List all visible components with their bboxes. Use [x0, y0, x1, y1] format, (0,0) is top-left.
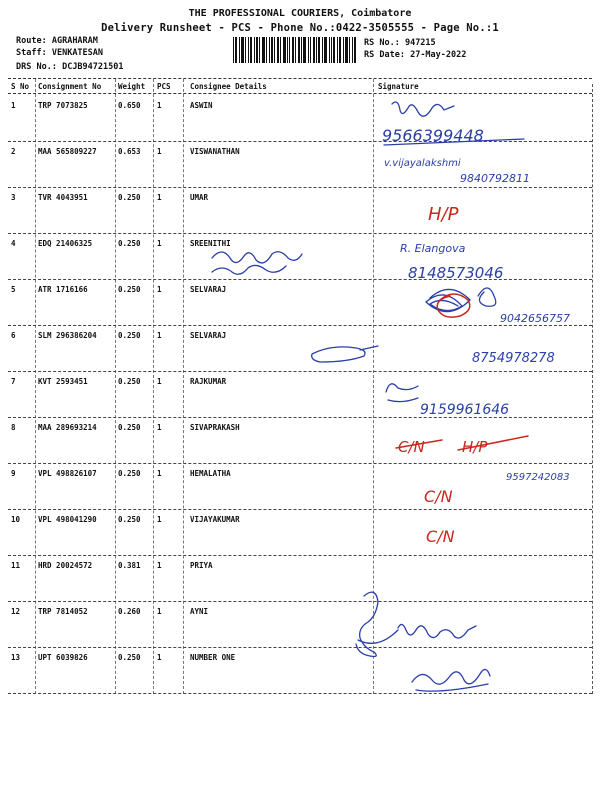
table-header-border [8, 93, 592, 94]
barcode-bar [298, 37, 300, 63]
rs-date-label: RS Date: [364, 50, 405, 60]
row-consignment: ATR 1716166 [38, 285, 88, 294]
barcode-bar [266, 37, 267, 63]
handwritten-text: v.vijayalakshmi [384, 158, 461, 169]
row-consignee: SIVAPRAKASH [190, 423, 240, 432]
row-consignment: HRD 20024572 [38, 561, 93, 570]
row-consignment: SLM 296386204 [38, 331, 97, 340]
barcode-bar [349, 37, 350, 63]
route-line [16, 36, 98, 46]
handwritten-text: 9597242083 [506, 472, 570, 483]
row-sno: 5 [11, 285, 16, 294]
table-row [0, 556, 600, 602]
table-row [0, 418, 600, 464]
barcode-bar [262, 37, 265, 63]
table-row [0, 234, 600, 280]
row-pcs: 1 [157, 607, 162, 616]
barcode-bar [289, 37, 290, 63]
row-consignee: RAJKUMAR [190, 377, 227, 386]
handwritten-text: C/N [426, 527, 455, 546]
row-sno: 6 [11, 331, 16, 340]
barcode-bar [269, 37, 270, 63]
handwritten-text: H/P [462, 438, 488, 456]
row-pcs: 1 [157, 423, 162, 432]
handwritten-text: 9042656757 [500, 312, 570, 325]
row-consignee: PRIYA [190, 561, 213, 570]
row-sno: 11 [11, 561, 21, 570]
row-pcs: 1 [157, 193, 162, 202]
row-sno: 12 [11, 607, 21, 616]
barcode-bar [248, 37, 249, 63]
row-consignment: VPL 498041290 [38, 515, 97, 524]
barcode-bar [324, 37, 327, 63]
route-label: Route: [16, 36, 47, 46]
barcode-bar [271, 37, 273, 63]
row-consignment: UPT 6039826 [38, 653, 88, 662]
document-title: THE PROFESSIONAL COURIERS, Coimbatore [188, 8, 412, 19]
row-weight: 0.250 [118, 285, 141, 294]
table-row [0, 372, 600, 418]
barcode-bar [292, 37, 294, 63]
barcode-bar [337, 37, 338, 63]
handwritten-text: 9840792811 [460, 172, 530, 185]
barcode-bar [239, 37, 240, 63]
document-subtitle: Delivery Runsheet - PCS - Phone No.:0422-3505555 - Page No.:1 [101, 22, 499, 34]
table-row [0, 188, 600, 234]
row-pcs: 1 [157, 561, 162, 570]
drs-line [16, 62, 124, 72]
row-weight: 0.250 [118, 515, 141, 524]
row-separator [8, 693, 592, 694]
row-pcs: 1 [157, 377, 162, 386]
row-sno: 8 [11, 423, 16, 432]
row-consignee: ASWIN [190, 101, 213, 110]
col-signature: Signature [378, 82, 419, 91]
row-sno: 1 [11, 101, 16, 110]
rs-date-line [364, 50, 466, 60]
row-weight: 0.653 [118, 147, 141, 156]
barcode-bar [313, 37, 315, 63]
barcode-bar [245, 37, 246, 63]
row-consignee: SREENITHI [190, 239, 231, 248]
handwritten-text: 8148573046 [408, 264, 504, 282]
barcode-bar [345, 37, 348, 63]
table-row [0, 648, 600, 694]
row-consignment: MAA 289693214 [38, 423, 97, 432]
row-pcs: 1 [157, 653, 162, 662]
barcode-bar [256, 37, 258, 63]
barcode-bar [277, 37, 279, 63]
row-pcs: 1 [157, 147, 162, 156]
row-consignee: SELVARAJ [190, 331, 227, 340]
barcode-bar [331, 37, 332, 63]
col-consignment: Consignment No [38, 82, 102, 91]
barcode-bar [322, 37, 323, 63]
barcode-bar [352, 37, 353, 63]
row-consignee: VISWANATHAN [190, 147, 240, 156]
row-weight: 0.650 [118, 101, 141, 110]
row-weight: 0.250 [118, 377, 141, 386]
row-weight: 0.250 [118, 469, 141, 478]
row-weight: 0.260 [118, 607, 141, 616]
row-sno: 3 [11, 193, 16, 202]
row-weight: 0.250 [118, 331, 141, 340]
drs-label: DRS No.: [16, 62, 57, 72]
barcode-bar [308, 37, 309, 63]
barcode-bar [333, 37, 335, 63]
row-pcs: 1 [157, 101, 162, 110]
row-sno: 13 [11, 653, 21, 662]
barcode-bar [354, 37, 356, 63]
barcode-bar [316, 37, 317, 63]
barcode-bar [287, 37, 288, 63]
row-sno: 9 [11, 469, 16, 478]
handwritten-text: 9566399448 [382, 126, 484, 145]
rs-no-value: 947215 [404, 38, 436, 48]
barcode-bar [235, 37, 237, 63]
barcode-bar [250, 37, 252, 63]
row-sno: 10 [11, 515, 21, 524]
barcode-bar [241, 37, 244, 63]
rs-no-line [364, 38, 436, 48]
drs-value: DCJB94721501 [62, 62, 124, 72]
row-consignee: NUMBER ONE [190, 653, 236, 662]
row-sno: 2 [11, 147, 16, 156]
row-consignee: HEMALATHA [190, 469, 231, 478]
table-header [0, 80, 600, 94]
row-consignment: VPL 498826107 [38, 469, 97, 478]
staff-value: VENKATESAN [51, 48, 104, 58]
staff-label: Staff: [16, 48, 47, 58]
row-consignment: TRP 7073825 [38, 101, 88, 110]
table-row [0, 602, 600, 648]
rs-no-label: RS No.: [364, 38, 400, 48]
row-consignee: VIJAYAKUMAR [190, 515, 240, 524]
table-row [0, 280, 600, 326]
row-weight: 0.250 [118, 239, 141, 248]
barcode-bar [274, 37, 275, 63]
row-consignment: EDQ 21406325 [38, 239, 93, 248]
barcode-bar [339, 37, 341, 63]
col-weight: Weight [118, 82, 146, 91]
route-value: AGRAHARAM [51, 36, 98, 46]
row-pcs: 1 [157, 515, 162, 524]
row-consignment: TVR 4043951 [38, 193, 88, 202]
table-top-border [8, 78, 592, 79]
barcode-bar [280, 37, 281, 63]
row-consignee: UMAR [190, 193, 209, 202]
barcode-bar [233, 37, 234, 63]
table-row [0, 510, 600, 556]
row-consignment: KVT 2593451 [38, 377, 88, 386]
rs-date-value: 27-May-2022 [410, 50, 467, 60]
col-sno: S No [11, 82, 30, 91]
barcode-bar [343, 37, 344, 63]
row-weight: 0.250 [118, 653, 141, 662]
staff-line [16, 48, 103, 58]
barcode-bar [254, 37, 255, 63]
table-row [0, 464, 600, 510]
barcode-bar [301, 37, 302, 63]
row-weight: 0.250 [118, 193, 141, 202]
row-sno: 7 [11, 377, 16, 386]
row-consignee: AYNI [190, 607, 209, 616]
handwritten-text: C/N [398, 438, 425, 456]
row-consignment: MAA 565809227 [38, 147, 97, 156]
row-weight: 0.381 [118, 561, 141, 570]
barcode-bar [310, 37, 311, 63]
col-consignee: Consignee Details [190, 82, 267, 91]
table-row [0, 326, 600, 372]
barcode [232, 37, 356, 63]
row-consignment: TRP 7814052 [38, 607, 88, 616]
col-pcs: PCS [157, 82, 171, 91]
row-sno: 4 [11, 239, 16, 248]
handwritten-text: H/P [428, 204, 459, 225]
barcode-bar [295, 37, 296, 63]
barcode-bar [318, 37, 320, 63]
handwritten-text: C/N [424, 487, 453, 506]
handwritten-text: R. Elangova [400, 242, 466, 255]
barcode-bar [283, 37, 286, 63]
table-row [0, 142, 600, 188]
barcode-bar [329, 37, 330, 63]
barcode-bar [303, 37, 306, 63]
handwritten-text: 9159961646 [420, 402, 510, 418]
table-row [0, 96, 600, 142]
row-consignee: SELVARAJ [190, 285, 227, 294]
barcode-bar [259, 37, 260, 63]
row-pcs: 1 [157, 239, 162, 248]
handwritten-text: 8754978278 [472, 351, 555, 366]
row-pcs: 1 [157, 285, 162, 294]
row-pcs: 1 [157, 469, 162, 478]
row-weight: 0.250 [118, 423, 141, 432]
row-pcs: 1 [157, 331, 162, 340]
